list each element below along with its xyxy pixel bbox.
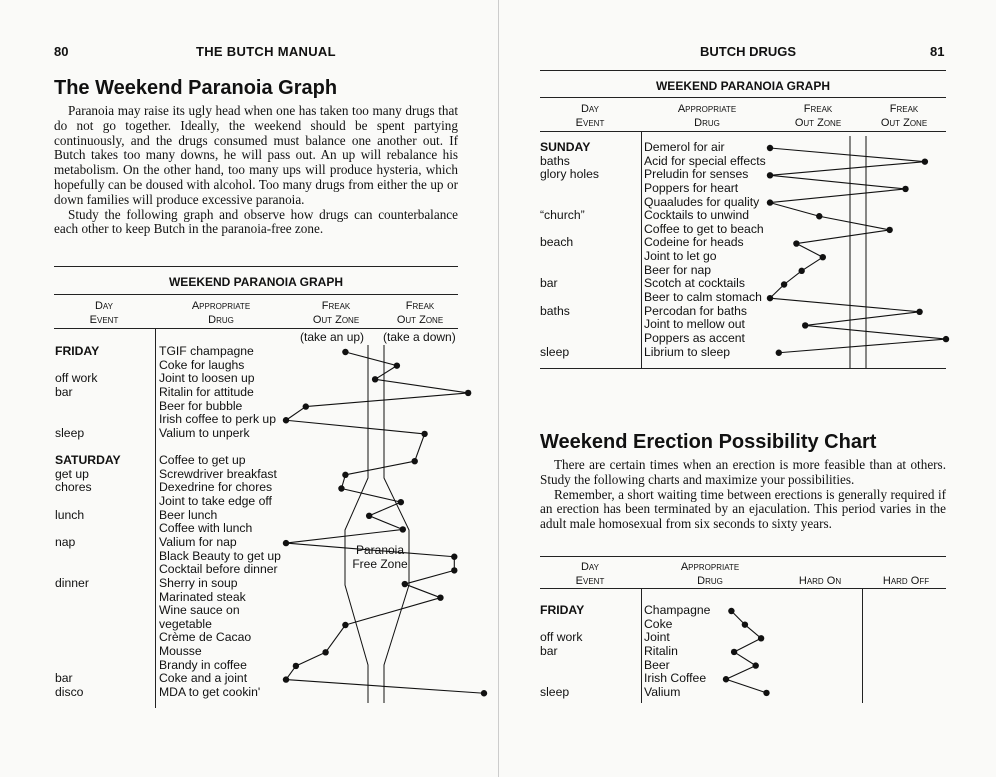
- left-day-row-9: get up: [55, 466, 89, 481]
- left-day-row-17: dinner: [55, 575, 89, 590]
- left-drug-row-12: Beer lunch: [159, 507, 218, 522]
- right-drug-row-0: Demerol for air: [644, 140, 725, 154]
- left-drug-row-13: Coffee with lunch: [159, 521, 253, 536]
- left-day-row-6: sleep: [55, 425, 85, 440]
- left-drug-row-10: Dexedrine for chores: [159, 480, 273, 495]
- take-up-label: (take an up): [300, 330, 365, 344]
- chart2-day-row-0: FRIDAY: [540, 603, 585, 617]
- chart2-graph-point: [763, 690, 769, 696]
- left-table-title: WEEKEND PARANOIA GRAPH: [168, 275, 343, 289]
- right-day-row-12: baths: [540, 303, 570, 318]
- left-day-row-12: lunch: [55, 507, 85, 522]
- left-drug-row-19: Wine sauce on: [159, 603, 240, 618]
- chart2-graph-point: [728, 608, 734, 614]
- chart2-graph-segment: [726, 666, 756, 680]
- left-paragraph-2: Study the following graph and observe how drugs can counterbalance each other to keep Butch in the paranoia-free zone.: [54, 206, 458, 237]
- chart2-graph-point: [723, 676, 729, 682]
- left-drug-row-9: Screwdriver breakfast: [159, 466, 277, 481]
- right-day-row-0: SUNDAY: [540, 140, 591, 154]
- chart2-graph-point: [731, 649, 737, 655]
- chart2-graph-segment: [734, 638, 761, 652]
- chart2-graph-point: [753, 662, 759, 668]
- chart2-drug-row-5: Irish Coffee: [644, 671, 707, 686]
- left-col-freak-up: Freak Out Zone: [312, 300, 360, 326]
- right-drug-row-3: Poppers for heart: [644, 180, 739, 195]
- chart2-graph-point: [758, 635, 764, 641]
- erection-graph-points: [723, 608, 770, 696]
- left-day-row-25: disco: [55, 685, 84, 700]
- right-day-row-5: “church”: [540, 208, 585, 223]
- chart2-day-row-2: off work: [540, 630, 583, 645]
- right-drug-row-8: Joint to let go: [644, 249, 717, 264]
- left-drug-row-1: Coke for laughs: [159, 357, 245, 372]
- right-page-number: 81: [930, 44, 945, 59]
- right-drug-row-9: Beer for nap: [644, 262, 712, 277]
- left-drug-row-23: Brandy in coffee: [159, 657, 247, 672]
- chart2-drug-row-1: Coke: [644, 616, 673, 631]
- left-col-day: Day Event: [89, 300, 119, 326]
- right-col-drug: Appropriate Drug: [677, 103, 737, 129]
- left-drug-row-16: Cocktail before dinner: [159, 562, 278, 577]
- chart2-day-row-3: bar: [540, 643, 558, 658]
- left-drug-row-2: Joint to loosen up: [159, 371, 255, 386]
- left-paragraph-1: Paranoia may raise its ugly head when one has taken too many drugs that do not go together. Ideally, the weekend should be spent partying continuously, and the drugs consumed must balance one another out. If Butch takes too many downs, he will pass out. An up will rebalance his metabolism. On the other hand, too many ups will produce hysteria, which hopefully can be doused with alcohol. Too many drugs from either the up or down families will produce excessive paranoia.: [54, 103, 458, 207]
- left-day-row-10: chores: [55, 480, 92, 495]
- chart2-graph-segment: [726, 679, 767, 693]
- right-col-freak-up: Freak Out Zone: [794, 103, 842, 129]
- right-drug-row-12: Percodan for baths: [644, 303, 747, 318]
- right-drug-row-13: Joint to mellow out: [644, 317, 745, 332]
- chart2-day-row-6: sleep: [540, 684, 570, 699]
- left-col-drug: Appropriate Drug: [191, 300, 251, 326]
- left-day-row-3: bar: [55, 384, 73, 399]
- left-drug-row-15: Black Beauty to get up: [159, 548, 281, 563]
- left-drug-row-25: MDA to get cookin': [159, 685, 261, 700]
- right-drug-row-4: Quaaludes for quality: [644, 194, 760, 209]
- right-drug-row-14: Poppers as accent: [644, 330, 745, 345]
- left-page-number: 80: [54, 44, 69, 59]
- right-drug-row-10: Scotch at cocktails: [644, 276, 745, 291]
- chart2-drug-row-3: Ritalin: [644, 643, 678, 658]
- right-title: Weekend Erection Possibility Chart: [540, 431, 877, 453]
- chart2-col-hard-on: Hard On: [798, 575, 842, 587]
- chart2-drug-row-4: Beer: [644, 657, 670, 672]
- chart2-col-hard-off: Hard Off: [882, 575, 930, 587]
- right-day-row-2: glory holes: [540, 167, 599, 182]
- right-day-row-7: beach: [540, 235, 574, 250]
- chart2-col-drug: Appropriate Drug: [680, 561, 740, 587]
- right-drug-row-2: Preludin for senses: [644, 167, 749, 182]
- right-col-day: Day Event: [575, 103, 605, 129]
- chart2-graph-segment: [734, 652, 756, 666]
- right-paragraph-1: There are certain times when an erection is more feasible than at others. Study the following charts and maximize your possibilities.: [540, 457, 946, 487]
- left-day-row-2: off work: [55, 371, 98, 386]
- left-day-row-0: FRIDAY: [55, 344, 100, 358]
- chart2-col-day: Day Event: [575, 561, 605, 587]
- right-day-row-15: sleep: [540, 344, 570, 359]
- right-drug-row-11: Beer to calm stomach: [644, 290, 762, 305]
- left-running-head: THE BUTCH MANUAL: [196, 44, 336, 59]
- left-drug-row-11: Joint to take edge off: [159, 494, 272, 509]
- left-drug-row-18: Marinated steak: [159, 589, 246, 604]
- right-running-head: BUTCH DRUGS: [700, 44, 797, 59]
- left-drug-row-17: Sherry in soup: [159, 575, 238, 590]
- right-drug-row-7: Codeine for heads: [644, 235, 744, 250]
- left-day-row-8: SATURDAY: [55, 453, 121, 468]
- left-drug-row-8: Coffee to get up: [159, 453, 246, 468]
- right-col-freak-down: Freak Out Zone: [880, 103, 928, 129]
- left-drug-row-24: Coke and a joint: [159, 671, 248, 686]
- chart2-drug-row-2: Joint: [644, 630, 670, 645]
- chart2-drug-row-0: Champagne: [644, 603, 711, 617]
- take-down-label: (take a down): [383, 330, 456, 344]
- right-drug-row-6: Coffee to get to beach: [644, 221, 764, 236]
- left-drug-row-5: Irish coffee to perk up: [159, 412, 276, 427]
- left-drug-row-22: Mousse: [159, 644, 202, 659]
- left-day-row-14: nap: [55, 534, 76, 549]
- left-col-freak-down: Freak Out Zone: [396, 300, 444, 326]
- right-drug-row-5: Cocktails to unwind: [644, 208, 749, 223]
- left-title: The Weekend Paranoia Graph: [54, 77, 338, 99]
- left-drug-row-21: Crème de Cacao: [159, 630, 252, 645]
- right-table-title: WEEKEND PARANOIA GRAPH: [655, 79, 830, 93]
- right-day-row-10: bar: [540, 276, 558, 291]
- left-drug-row-3: Ritalin for attitude: [159, 384, 254, 399]
- chart2-graph-point: [742, 621, 748, 627]
- left-drug-row-14: Valium for nap: [159, 534, 237, 549]
- right-drug-row-15: Librium to sleep: [644, 344, 731, 359]
- paranoia-free-zone-label: Paranoia Free Zone: [352, 543, 408, 571]
- left-day-row-24: bar: [55, 671, 73, 686]
- left-drug-row-20: vegetable: [159, 616, 212, 631]
- right-drug-row-1: Acid for special effects: [644, 153, 766, 168]
- left-drug-row-0: TGIF champagne: [159, 344, 254, 358]
- left-drug-row-6: Valium to unperk: [159, 425, 250, 440]
- left-drug-row-4: Beer for bubble: [159, 398, 243, 413]
- right-paragraph-2: Remember, a short waiting time between erections is generally required if an erection has been terminated by an ejaculation. This period varies in the adult male homosexual from six seconds to sixty years.: [540, 486, 946, 532]
- chart2-drug-row-6: Valium: [644, 684, 681, 699]
- right-day-row-1: baths: [540, 153, 570, 168]
